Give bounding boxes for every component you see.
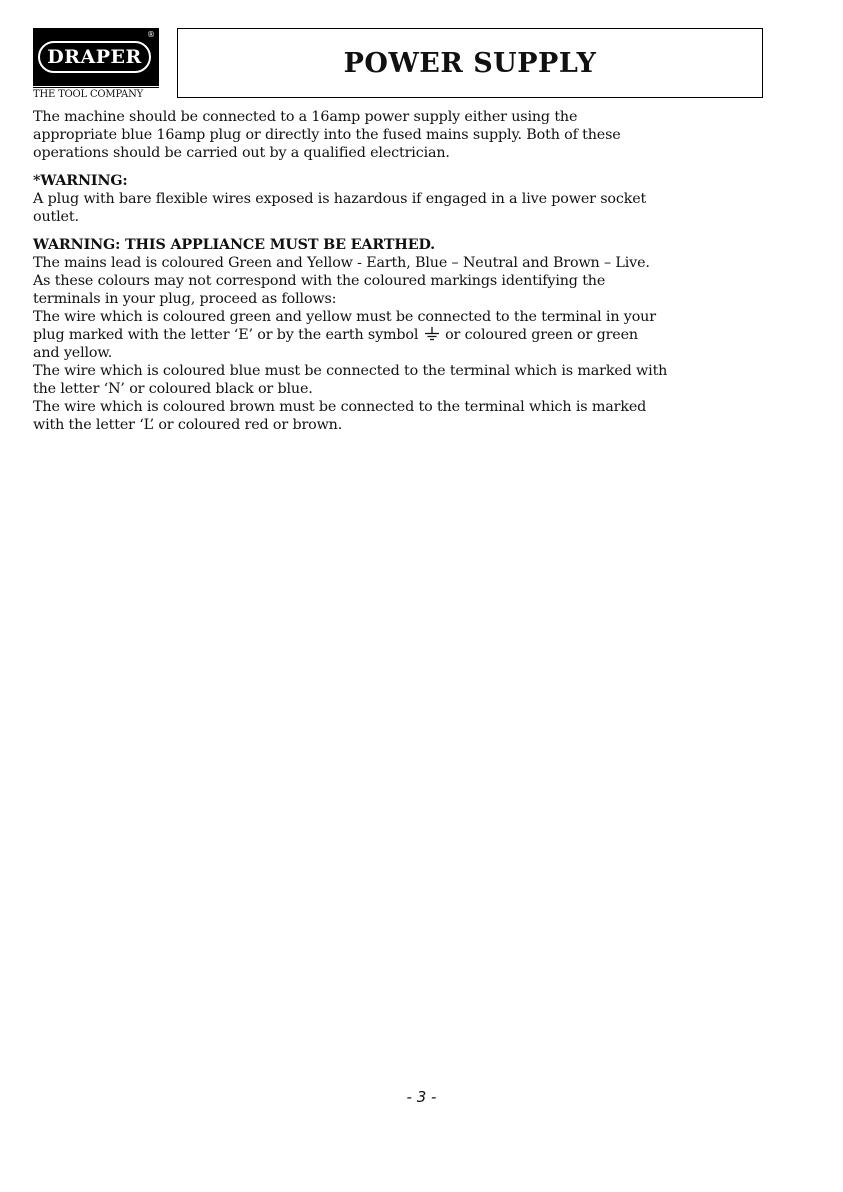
earthing-text: The wire which is coloured brown must be connected to the terminal which is marked (33, 399, 647, 415)
earthing-text: and yellow. (33, 345, 113, 361)
warning-heading: *WARNING: (33, 173, 128, 189)
title-box (177, 28, 763, 98)
document-body (33, 108, 773, 434)
logo-tagline: THE TOOL COMPANY (33, 87, 159, 100)
earthing-text: terminals in your plug, proceed as follows: (33, 291, 337, 307)
earthing-text: As these colours may not correspond with the coloured markings identifying the (33, 273, 606, 289)
intro-line: appropriate blue 16amp plug or directly into the fused mains supply. Both of these (33, 127, 621, 143)
intro-line: The machine should be connected to a 16amp power supply either using the (33, 109, 578, 125)
earthing-text: The wire which is coloured blue must be connected to the terminal which is marked with (33, 363, 668, 379)
intro-line: operations should be carried out by a qualified electrician. (33, 145, 450, 161)
logo-brand-text: DRAPER (47, 46, 142, 68)
earthing-text-with-symbol (33, 326, 773, 344)
earthing-text: plug marked with the letter ‘E’ or by the earth symbol (33, 327, 423, 343)
earthing-text: The mains lead is coloured Green and Yellow - Earth, Blue – Neutral and Brown – Live. (33, 255, 650, 271)
earthing-text: or coloured green or green (440, 327, 638, 343)
page-number: - 3 - (406, 1088, 437, 1106)
earthing-text: the letter ‘N’ or coloured black or blue. (33, 381, 313, 397)
warning-text: outlet. (33, 209, 79, 225)
earthing-text: with the letter ‘L’ or coloured red or brown. (33, 417, 343, 433)
logo-oval (38, 41, 151, 73)
logo-badge (33, 28, 159, 86)
registered-mark: ® (147, 30, 155, 39)
page-title: POWER SUPPLY (343, 47, 597, 79)
warning-text: A plug with bare flexible wires exposed is hazardous if engaged in a live power socket (33, 191, 647, 207)
earthing-text: The wire which is coloured green and yellow must be connected to the terminal in your (33, 309, 656, 325)
draper-logo (33, 28, 159, 100)
earth-ground-icon (423, 327, 441, 341)
earthing-heading: WARNING: THIS APPLIANCE MUST BE EARTHED. (33, 237, 436, 253)
